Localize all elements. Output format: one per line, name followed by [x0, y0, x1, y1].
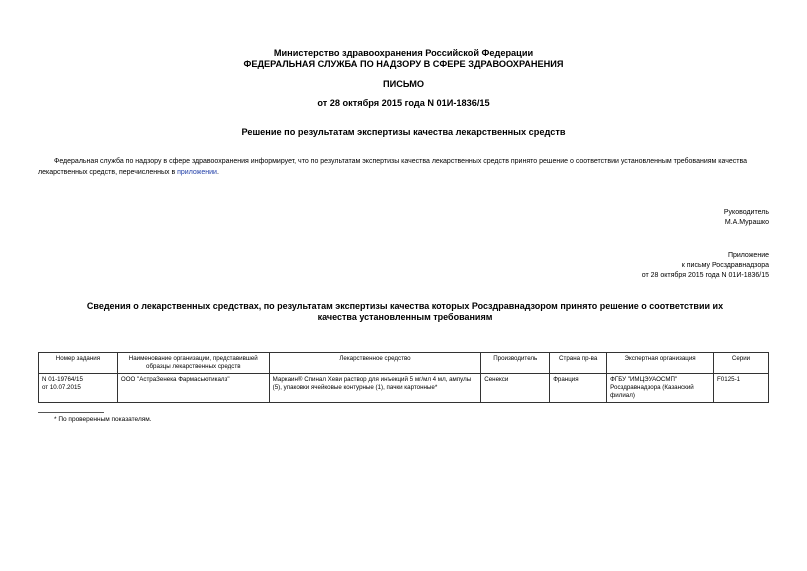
- cell-manufacturer: Сенекси: [481, 374, 550, 403]
- body-paragraph: [38, 157, 770, 178]
- body-text: Федеральная служба по надзору в сфере здравоохранения информирует, что по результатам экспертизы качества лекарственных средств принято решение о соответствии установленным требованиям качества лекарственных средств, перечисленных в: [38, 158, 748, 176]
- document-type: ПИСЬМО: [382, 79, 425, 89]
- footnote: * По проверенным показателям.: [54, 416, 152, 423]
- appendix-reference: [642, 251, 769, 281]
- cell-expert-org: ФГБУ "ИМЦЭУАОСМП" Росздравнадзора (Казанский филиал): [607, 374, 714, 403]
- appendix-link[interactable]: приложении: [177, 168, 217, 176]
- col-header-country: Страна пр-ва: [550, 353, 607, 374]
- col-header-number: Номер задания: [39, 353, 118, 374]
- cell-organization: ООО "АстраЗенека Фармасьютикалз": [117, 374, 269, 403]
- col-header-expert-org: Экспертная организация: [607, 353, 714, 374]
- cell-number-line-2: от 10.07.2015: [42, 384, 81, 391]
- col-header-manufacturer: Производитель: [481, 353, 550, 374]
- appendix-label: Приложение: [727, 252, 769, 259]
- drugs-table: [38, 352, 769, 403]
- col-header-organization: Наименование организации, представившей образцы лекарственных средств: [117, 353, 269, 374]
- cell-number-line-1: N 01-19764/15: [42, 376, 83, 383]
- document-date: от 28 октября 2015 года N 01И-1836/15: [317, 98, 490, 108]
- table-row: [39, 374, 769, 403]
- footnote-divider: [38, 412, 104, 413]
- appendix-line-2: от 28 октября 2015 года N 01И-1836/15: [641, 272, 769, 279]
- appendix-line-1: к письму Росздравнадзора: [681, 262, 769, 269]
- cell-country: Франция: [550, 374, 607, 403]
- cell-series: F0125-1: [714, 374, 769, 403]
- cell-number: [39, 374, 118, 403]
- col-header-drug: Лекарственное средство: [269, 353, 481, 374]
- signature-block: [724, 208, 769, 228]
- document-subject: Решение по результатам экспертизы качества лекарственных средств: [241, 127, 566, 137]
- body-text-end: .: [216, 168, 219, 176]
- ministry-name: Министерство здравоохранения Российской Федерации: [273, 48, 534, 58]
- cell-drug: Маркаин® Спинал Хеви раствор для инъекций 5 мг/мл 4 мл, ампулы (5), упаковки ячейковые контурные (1), пачки картонные*: [269, 374, 481, 403]
- appendix-title: Сведения о лекарственных средствах, по результатам экспертизы качества которых Росздравнадзором принято решение о соответствии их качества установленным требованиям: [86, 301, 724, 322]
- signature-name: М.А.Мурашко: [724, 219, 769, 226]
- table-header-row: [39, 353, 769, 374]
- signature-position: Руководитель: [723, 209, 769, 216]
- service-name: ФЕДЕРАЛЬНАЯ СЛУЖБА ПО НАДЗОРУ В СФЕРЕ ЗДРАВООХРАНЕНИЯ: [243, 59, 564, 69]
- col-header-series: Серии: [714, 353, 769, 374]
